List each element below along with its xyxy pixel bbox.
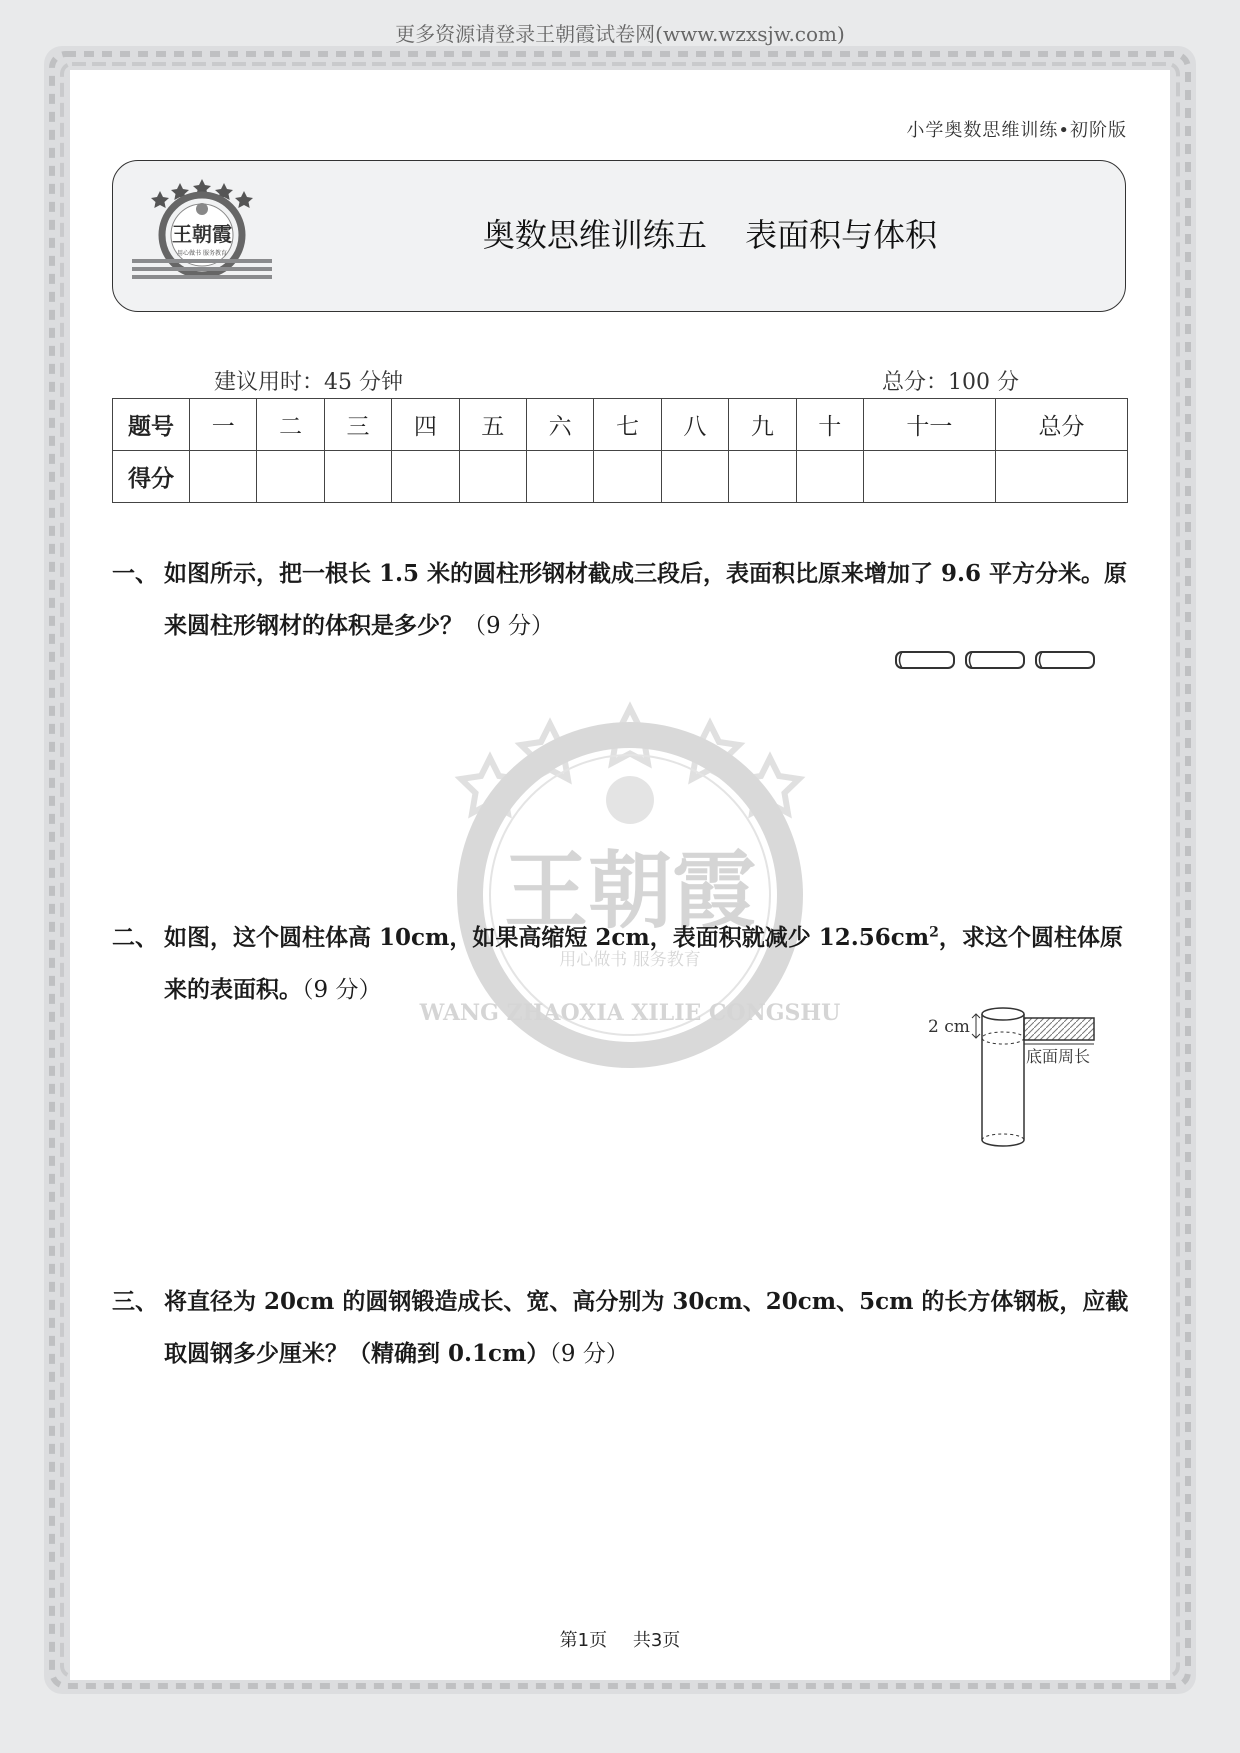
total-score: 总分：100 分 xyxy=(882,370,1019,395)
page-footer xyxy=(0,1626,1240,1652)
question-2-number: 二、 xyxy=(112,924,158,951)
page-number: 第1页 xyxy=(559,1630,608,1651)
question-3 xyxy=(112,1276,1132,1380)
height-label: 2 cm xyxy=(928,1017,970,1037)
question-2-text-a: 如图，这个圆柱体高 10cm，如果高缩短 2cm，表面积就减少 12.56cm xyxy=(164,924,930,951)
question-2-text-b: ，求这个圆柱体原来的表面积。 xyxy=(164,924,1123,1003)
score-table-col: 五 xyxy=(459,399,526,451)
score-table-row2-label: 得分 xyxy=(113,451,190,503)
question-3-number: 三、 xyxy=(112,1288,158,1315)
score-cell[interactable] xyxy=(594,451,661,503)
score-table-col: 七 xyxy=(594,399,661,451)
series-label: 小学奥数思维训练•初阶版 xyxy=(906,120,1127,141)
score-table-col: 十一 xyxy=(863,399,995,451)
score-cell[interactable] xyxy=(190,451,257,503)
publisher-logo xyxy=(132,175,272,287)
score-table-row1-label: 题号 xyxy=(113,399,190,451)
question-1-text: 如图所示，把一根长 1.5 米的圆柱形钢材截成三段后，表面积比原来增加了 9.6 平方分米。原来圆柱形钢材的体积是多少？ xyxy=(164,560,1128,639)
score-table-col: 三 xyxy=(324,399,391,451)
score-cell[interactable] xyxy=(392,451,459,503)
score-cell[interactable] xyxy=(526,451,593,503)
score-cell[interactable] xyxy=(459,451,526,503)
score-table-score-row xyxy=(113,451,1128,503)
question-3-points: （9 分） xyxy=(549,1341,629,1367)
logo-slogan-text: 用心做书 服务教育 xyxy=(177,250,227,257)
logo-name-text: 王朝霞 xyxy=(172,222,232,246)
score-table-header-row xyxy=(113,399,1128,451)
score-cell[interactable] xyxy=(729,451,796,503)
question-2-points: （9 分） xyxy=(302,977,382,1003)
cut-cylinder-figure xyxy=(892,648,1098,672)
score-table-col: 六 xyxy=(526,399,593,451)
page-total: 共3页 xyxy=(632,1630,681,1651)
question-2 xyxy=(112,912,1132,1016)
question-1-number: 一、 xyxy=(112,560,158,587)
question-1 xyxy=(112,548,1132,652)
score-cell[interactable] xyxy=(324,451,391,503)
score-table-col: 二 xyxy=(257,399,324,451)
suggested-time: 建议用时：45 分钟 xyxy=(214,370,403,395)
question-2-superscript: 2 xyxy=(929,924,939,941)
title-part-1: 奥数思维训练五 xyxy=(482,216,707,254)
score-table xyxy=(112,398,1128,503)
title-part-2: 表面积与体积 xyxy=(745,216,938,254)
watermark-slogan-text: 用心做书 服务教育 xyxy=(559,950,701,970)
score-cell[interactable] xyxy=(863,451,995,503)
score-cell[interactable] xyxy=(257,451,324,503)
score-table-col: 一 xyxy=(190,399,257,451)
score-table-col: 十 xyxy=(796,399,863,451)
score-table-col: 总分 xyxy=(995,399,1127,451)
cylinder-unroll-figure xyxy=(926,1004,1106,1149)
watermark-ring-text: WANG ZHAOXIA XILIE CONGSHU xyxy=(419,1000,841,1026)
top-note: 更多资源请登录王朝霞试卷网(www.wzxsjw.com) xyxy=(395,22,845,46)
question-3-text: 将直径为 20cm 的圆钢锻造成长、宽、高分别为 30cm、20cm、5cm 的长方体钢板，应截取圆钢多少厘米？（精确到 0.1cm） xyxy=(164,1288,1129,1367)
watermark-name-text: 王朝霞 xyxy=(503,841,757,940)
score-cell[interactable] xyxy=(796,451,863,503)
score-cell[interactable] xyxy=(661,451,728,503)
base-perimeter-label: 底面周长 xyxy=(1026,1047,1091,1066)
score-table-col: 九 xyxy=(729,399,796,451)
score-table-col: 四 xyxy=(392,399,459,451)
page-title xyxy=(360,210,1060,256)
score-cell[interactable] xyxy=(995,451,1127,503)
score-table-col: 八 xyxy=(661,399,728,451)
question-1-points: （9 分） xyxy=(463,613,554,639)
